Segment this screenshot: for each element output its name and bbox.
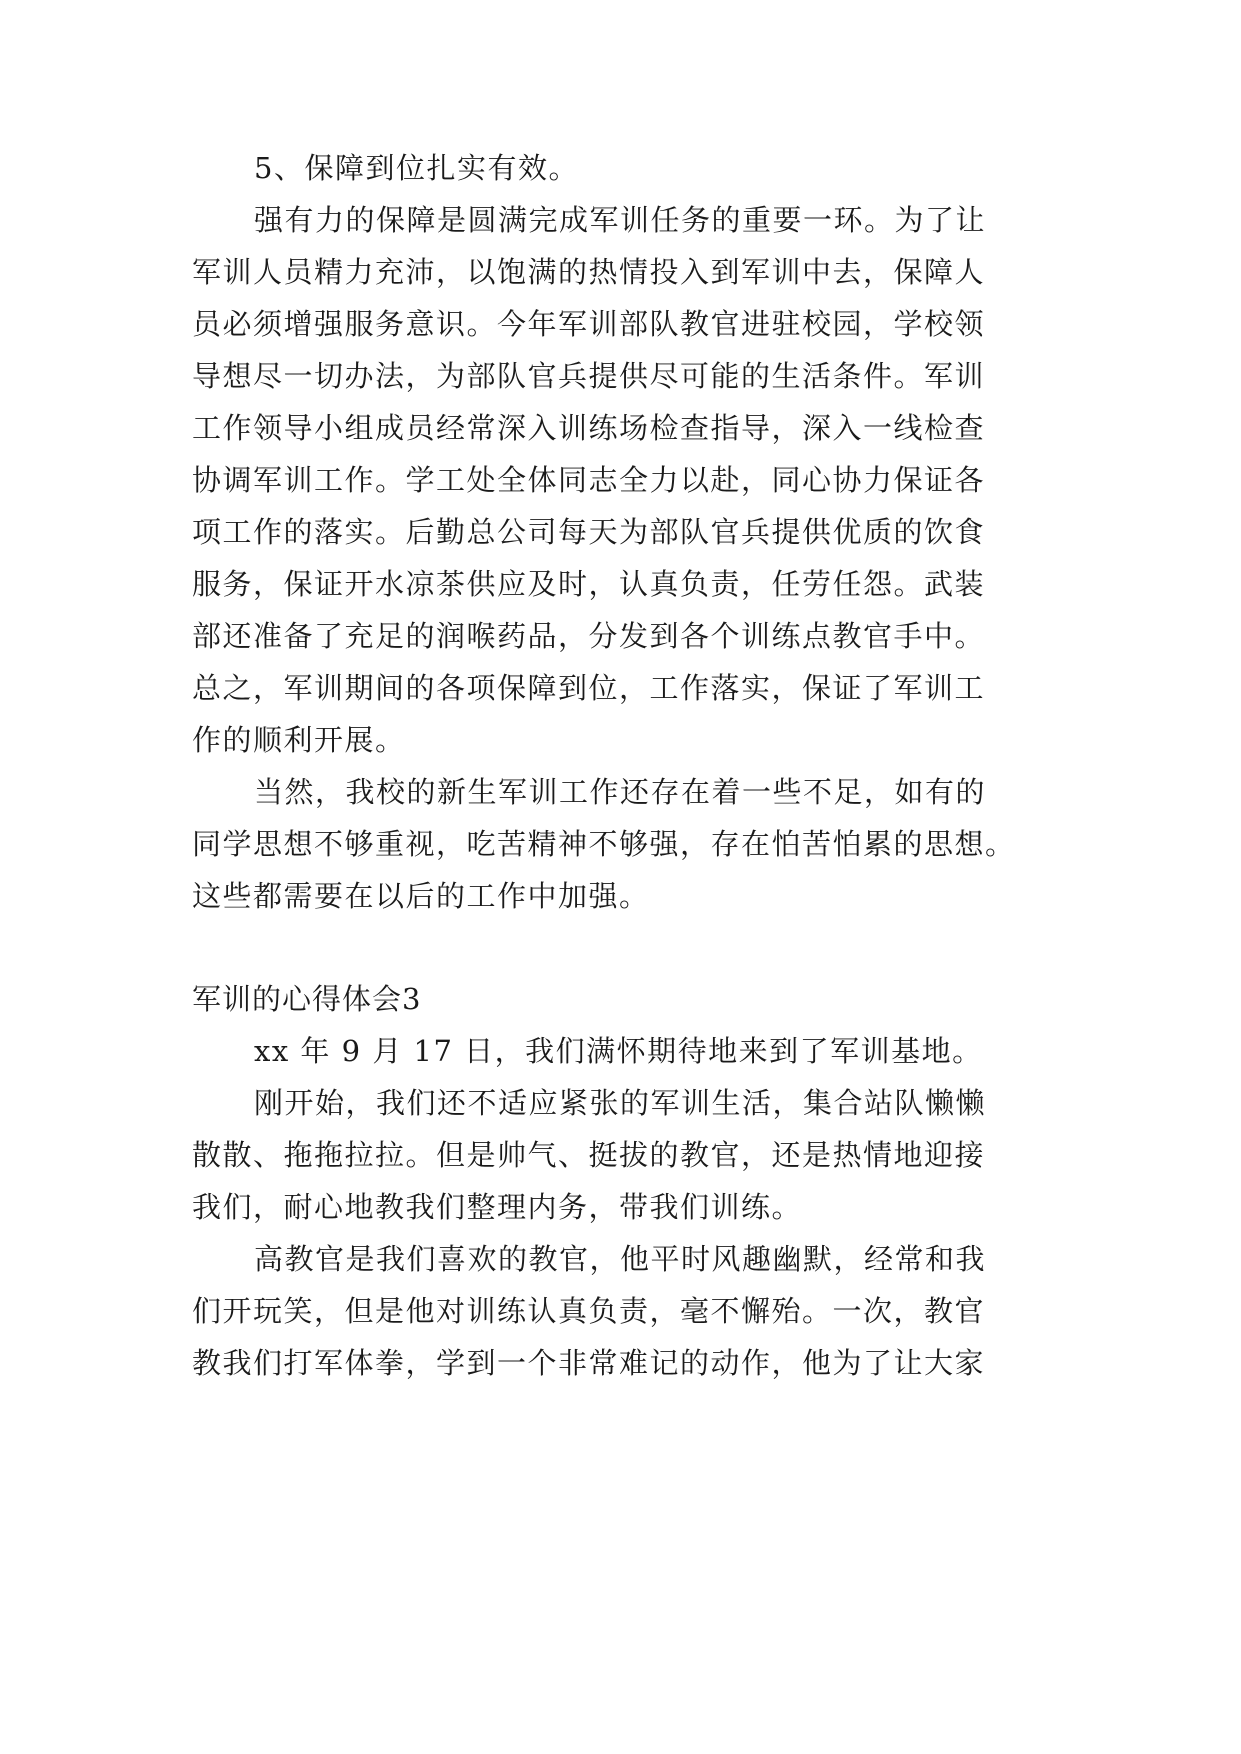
paragraph-line: 协调军训工作。学工处全体同志全力以赴，同心协力保证各 (192, 463, 986, 497)
paragraph-line: 工作领导小组成员经常深入训练场检查指导，深入一线检查 (192, 411, 986, 445)
essay-title: 军训的心得体会3 (192, 982, 422, 1016)
paragraph-line: 项工作的落实。后勤总公司每天为部队官兵提供优质的饮食 (192, 515, 986, 549)
paragraph-line: 导想尽一切办法，为部队官兵提供尽可能的生活条件。军训 (192, 359, 986, 393)
paragraph-line: 高教官是我们喜欢的教官，他平时风趣幽默，经常和我 (254, 1242, 987, 1276)
paragraph-line: 服务，保证开水凉茶供应及时，认真负责，任劳任怨。武装 (192, 567, 986, 601)
paragraph-line: 散散、拖拖拉拉。但是帅气、挺拔的教官，还是热情地迎接 (192, 1138, 986, 1172)
paragraph-line: 我们，耐心地教我们整理内务，带我们训练。 (192, 1190, 803, 1224)
paragraph-line: 这些都需要在以后的工作中加强。 (192, 879, 650, 913)
paragraph-line: 同学思想不够重视，吃苦精神不够强，存在怕苦怕累的思想。 (192, 827, 1016, 861)
section-title: 5、保障到位扎实有效。 (254, 151, 579, 185)
paragraph-line: 军训人员精力充沛，以饱满的热情投入到军训中去，保障人 (192, 255, 986, 289)
paragraph-line: 们开玩笑，但是他对训练认真负责，毫不懈殆。一次，教官 (192, 1294, 986, 1328)
paragraph-line: xx 年 9 月 17 日，我们满怀期待地来到了军训基地。 (254, 1034, 983, 1068)
paragraph-line: 员必须增强服务意识。今年军训部队教官进驻校园，学校领 (192, 307, 986, 341)
paragraph-line: 部还准备了充足的润喉药品，分发到各个训练点教官手中。 (192, 619, 986, 653)
paragraph-line: 总之，军训期间的各项保障到位，工作落实，保证了军训工 (192, 671, 986, 705)
paragraph-line: 作的顺利开展。 (192, 723, 406, 757)
paragraph-line: 刚开始，我们还不适应紧张的军训生活，集合站队懒懒 (254, 1086, 987, 1120)
paragraph-line: 强有力的保障是圆满完成军训任务的重要一环。为了让 (254, 203, 987, 237)
paragraph-line: 教我们打军体拳，学到一个非常难记的动作，他为了让大家 (192, 1346, 986, 1380)
paragraph-line: 当然，我校的新生军训工作还存在着一些不足，如有的 (254, 775, 987, 809)
